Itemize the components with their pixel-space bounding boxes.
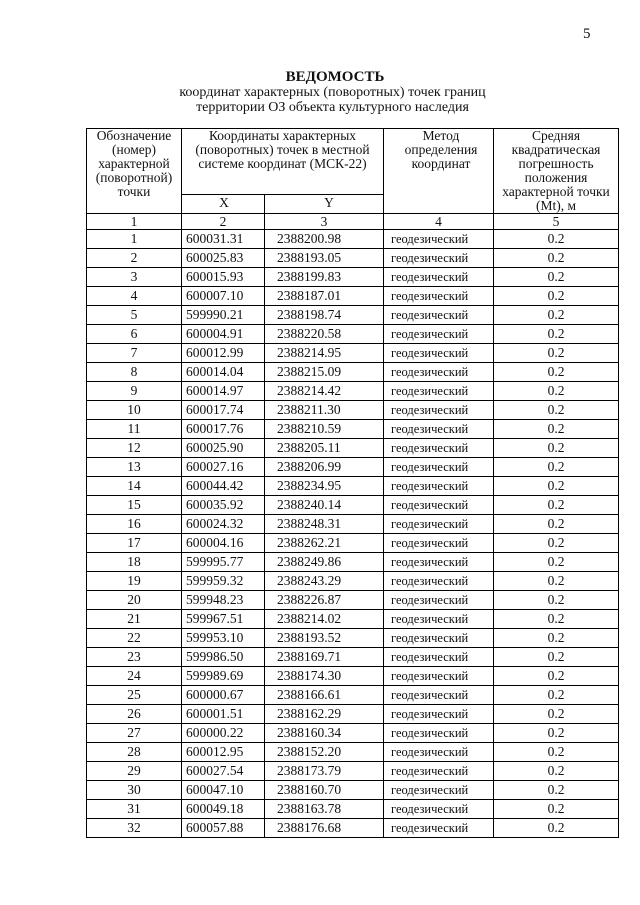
error-cell: 0.2 xyxy=(494,439,619,458)
method-cell: геодезический xyxy=(384,629,494,648)
method-cell: геодезический xyxy=(384,496,494,515)
y-coordinate-cell: 2388174.30 xyxy=(265,667,384,686)
method-cell: геодезический xyxy=(384,705,494,724)
x-coordinate-cell: 600027.54 xyxy=(182,762,265,781)
error-cell: 0.2 xyxy=(494,534,619,553)
x-coordinate-cell: 599986.50 xyxy=(182,648,265,667)
error-cell: 0.2 xyxy=(494,268,619,287)
error-cell: 0.2 xyxy=(494,515,619,534)
error-cell: 0.2 xyxy=(494,800,619,819)
column-index: 5 xyxy=(494,214,619,230)
y-coordinate-cell: 2388198.74 xyxy=(265,306,384,325)
point-number-cell: 10 xyxy=(87,401,182,420)
point-number-cell: 1 xyxy=(87,230,182,249)
error-cell: 0.2 xyxy=(494,458,619,477)
error-cell: 0.2 xyxy=(494,477,619,496)
error-cell: 0.2 xyxy=(494,344,619,363)
x-coordinate-cell: 600004.16 xyxy=(182,534,265,553)
x-coordinate-cell: 600025.90 xyxy=(182,439,265,458)
error-cell: 0.2 xyxy=(494,401,619,420)
error-cell: 0.2 xyxy=(494,382,619,401)
method-cell: геодезический xyxy=(384,534,494,553)
point-number-cell: 21 xyxy=(87,610,182,629)
error-cell: 0.2 xyxy=(494,762,619,781)
error-cell: 0.2 xyxy=(494,553,619,572)
x-coordinate-cell: 599967.51 xyxy=(182,610,265,629)
table-row xyxy=(87,667,619,686)
coordinates-table xyxy=(86,128,619,838)
column-index: 4 xyxy=(384,214,494,230)
error-cell: 0.2 xyxy=(494,325,619,344)
point-number-cell: 32 xyxy=(87,819,182,838)
method-cell: геодезический xyxy=(384,762,494,781)
x-coordinate-cell: 600017.74 xyxy=(182,401,265,420)
y-coordinate-cell: 2388162.29 xyxy=(265,705,384,724)
y-coordinate-cell: 2388215.09 xyxy=(265,363,384,382)
error-cell: 0.2 xyxy=(494,667,619,686)
x-coordinate-cell: 600044.42 xyxy=(182,477,265,496)
point-number-cell: 11 xyxy=(87,420,182,439)
point-number-cell: 12 xyxy=(87,439,182,458)
point-number-cell: 30 xyxy=(87,781,182,800)
x-coordinate-cell: 600027.16 xyxy=(182,458,265,477)
point-number-cell: 2 xyxy=(87,249,182,268)
y-coordinate-cell: 2388173.79 xyxy=(265,762,384,781)
error-cell: 0.2 xyxy=(494,686,619,705)
x-coordinate-cell: 600004.91 xyxy=(182,325,265,344)
table-row xyxy=(87,268,619,287)
error-cell: 0.2 xyxy=(494,819,619,838)
method-cell: геодезический xyxy=(384,553,494,572)
y-coordinate-cell: 2388206.99 xyxy=(265,458,384,477)
header-method: Метод определения координат xyxy=(384,129,494,214)
document-subtitle-line-2: территории ОЗ объекта культурного наследия xyxy=(196,100,469,115)
y-coordinate-cell: 2388220.58 xyxy=(265,325,384,344)
point-number-cell: 24 xyxy=(87,667,182,686)
document-title: ВЕДОМОСТЬ xyxy=(285,69,385,85)
table-row xyxy=(87,686,619,705)
method-cell: геодезический xyxy=(384,344,494,363)
y-coordinate-cell: 2388152.20 xyxy=(265,743,384,762)
point-number-cell: 18 xyxy=(87,553,182,572)
table-row xyxy=(87,572,619,591)
point-number-cell: 23 xyxy=(87,648,182,667)
point-number-cell: 22 xyxy=(87,629,182,648)
method-cell: геодезический xyxy=(384,515,494,534)
column-index: 2 xyxy=(182,214,265,230)
table-row xyxy=(87,420,619,439)
x-coordinate-cell: 599990.21 xyxy=(182,306,265,325)
x-coordinate-cell: 600012.95 xyxy=(182,743,265,762)
x-coordinate-cell: 600014.04 xyxy=(182,363,265,382)
point-number-cell: 7 xyxy=(87,344,182,363)
header-x: X xyxy=(182,195,265,214)
error-cell: 0.2 xyxy=(494,363,619,382)
header-point: Обозначение (номер) характерной (поворотной) точки xyxy=(87,129,182,214)
method-cell: геодезический xyxy=(384,686,494,705)
title-block xyxy=(0,70,640,115)
y-coordinate-cell: 2388193.05 xyxy=(265,249,384,268)
error-cell: 0.2 xyxy=(494,591,619,610)
x-coordinate-cell: 600000.22 xyxy=(182,724,265,743)
y-coordinate-cell: 2388166.61 xyxy=(265,686,384,705)
point-number-cell: 16 xyxy=(87,515,182,534)
method-cell: геодезический xyxy=(384,648,494,667)
point-number-cell: 31 xyxy=(87,800,182,819)
method-cell: геодезический xyxy=(384,667,494,686)
table-row xyxy=(87,800,619,819)
y-coordinate-cell: 2388226.87 xyxy=(265,591,384,610)
header-y: Y xyxy=(265,195,384,214)
method-cell: геодезический xyxy=(384,724,494,743)
table-row xyxy=(87,553,619,572)
method-cell: геодезический xyxy=(384,287,494,306)
y-coordinate-cell: 2388199.83 xyxy=(265,268,384,287)
y-coordinate-cell: 2388248.31 xyxy=(265,515,384,534)
point-number-cell: 29 xyxy=(87,762,182,781)
error-cell: 0.2 xyxy=(494,781,619,800)
error-cell: 0.2 xyxy=(494,230,619,249)
error-cell: 0.2 xyxy=(494,420,619,439)
error-cell: 0.2 xyxy=(494,496,619,515)
point-number-cell: 28 xyxy=(87,743,182,762)
y-coordinate-cell: 2388210.59 xyxy=(265,420,384,439)
y-coordinate-cell: 2388240.14 xyxy=(265,496,384,515)
table-row xyxy=(87,724,619,743)
table-row xyxy=(87,230,619,249)
method-cell: геодезический xyxy=(384,610,494,629)
method-cell: геодезический xyxy=(384,268,494,287)
error-cell: 0.2 xyxy=(494,306,619,325)
method-cell: геодезический xyxy=(384,458,494,477)
table-row xyxy=(87,325,619,344)
table-row xyxy=(87,819,619,838)
page-number: 5 xyxy=(583,26,591,42)
method-cell: геодезический xyxy=(384,249,494,268)
x-coordinate-cell: 600007.10 xyxy=(182,287,265,306)
table-row xyxy=(87,762,619,781)
point-number-cell: 4 xyxy=(87,287,182,306)
table-row xyxy=(87,591,619,610)
error-cell: 0.2 xyxy=(494,249,619,268)
header-coordinates: Координаты характерных (поворотных) точек в местной системе координат (МСК-22) xyxy=(182,129,384,195)
point-number-cell: 8 xyxy=(87,363,182,382)
table-row xyxy=(87,705,619,724)
point-number-cell: 19 xyxy=(87,572,182,591)
table-row xyxy=(87,781,619,800)
x-coordinate-cell: 600017.76 xyxy=(182,420,265,439)
point-number-cell: 5 xyxy=(87,306,182,325)
method-cell: геодезический xyxy=(384,572,494,591)
x-coordinate-cell: 600035.92 xyxy=(182,496,265,515)
x-coordinate-cell: 600031.31 xyxy=(182,230,265,249)
table-row xyxy=(87,515,619,534)
y-coordinate-cell: 2388160.70 xyxy=(265,781,384,800)
method-cell: геодезический xyxy=(384,230,494,249)
error-cell: 0.2 xyxy=(494,743,619,762)
method-cell: геодезический xyxy=(384,591,494,610)
y-coordinate-cell: 2388262.21 xyxy=(265,534,384,553)
x-coordinate-cell: 599989.69 xyxy=(182,667,265,686)
x-coordinate-cell: 599959.32 xyxy=(182,572,265,591)
header-error: Средняя квадратическая погрешность положения характерной точки (Mt), м xyxy=(494,129,619,214)
x-coordinate-cell: 600025.83 xyxy=(182,249,265,268)
table-row xyxy=(87,344,619,363)
x-coordinate-cell: 600014.97 xyxy=(182,382,265,401)
table-row xyxy=(87,629,619,648)
method-cell: геодезический xyxy=(384,382,494,401)
column-index-row xyxy=(87,214,619,230)
y-coordinate-cell: 2388211.30 xyxy=(265,401,384,420)
y-coordinate-cell: 2388214.02 xyxy=(265,610,384,629)
point-number-cell: 6 xyxy=(87,325,182,344)
method-cell: геодезический xyxy=(384,325,494,344)
y-coordinate-cell: 2388200.98 xyxy=(265,230,384,249)
x-coordinate-cell: 600000.67 xyxy=(182,686,265,705)
method-cell: геодезический xyxy=(384,363,494,382)
y-coordinate-cell: 2388163.78 xyxy=(265,800,384,819)
y-coordinate-cell: 2388160.34 xyxy=(265,724,384,743)
point-number-cell: 20 xyxy=(87,591,182,610)
table-row xyxy=(87,363,619,382)
y-coordinate-cell: 2388214.42 xyxy=(265,382,384,401)
point-number-cell: 27 xyxy=(87,724,182,743)
table-row xyxy=(87,439,619,458)
x-coordinate-cell: 600001.51 xyxy=(182,705,265,724)
x-coordinate-cell: 600024.32 xyxy=(182,515,265,534)
table-row xyxy=(87,306,619,325)
point-number-cell: 26 xyxy=(87,705,182,724)
table-body xyxy=(87,230,619,838)
x-coordinate-cell: 600012.99 xyxy=(182,344,265,363)
column-index: 1 xyxy=(87,214,182,230)
table-row xyxy=(87,496,619,515)
table-row xyxy=(87,648,619,667)
table-row xyxy=(87,477,619,496)
error-cell: 0.2 xyxy=(494,648,619,667)
point-number-cell: 25 xyxy=(87,686,182,705)
method-cell: геодезический xyxy=(384,477,494,496)
y-coordinate-cell: 2388187.01 xyxy=(265,287,384,306)
table-row xyxy=(87,382,619,401)
point-number-cell: 14 xyxy=(87,477,182,496)
point-number-cell: 13 xyxy=(87,458,182,477)
y-coordinate-cell: 2388205.11 xyxy=(265,439,384,458)
error-cell: 0.2 xyxy=(494,705,619,724)
y-coordinate-cell: 2388249.86 xyxy=(265,553,384,572)
method-cell: геодезический xyxy=(384,306,494,325)
y-coordinate-cell: 2388169.71 xyxy=(265,648,384,667)
point-number-cell: 9 xyxy=(87,382,182,401)
error-cell: 0.2 xyxy=(494,629,619,648)
y-coordinate-cell: 2388176.68 xyxy=(265,819,384,838)
method-cell: геодезический xyxy=(384,781,494,800)
point-number-cell: 3 xyxy=(87,268,182,287)
method-cell: геодезический xyxy=(384,819,494,838)
table-row xyxy=(87,401,619,420)
column-index: 3 xyxy=(265,214,384,230)
table-row xyxy=(87,249,619,268)
method-cell: геодезический xyxy=(384,743,494,762)
y-coordinate-cell: 2388214.95 xyxy=(265,344,384,363)
x-coordinate-cell: 600047.10 xyxy=(182,781,265,800)
x-coordinate-cell: 599995.77 xyxy=(182,553,265,572)
y-coordinate-cell: 2388234.95 xyxy=(265,477,384,496)
error-cell: 0.2 xyxy=(494,610,619,629)
table-row xyxy=(87,458,619,477)
error-cell: 0.2 xyxy=(494,572,619,591)
method-cell: геодезический xyxy=(384,420,494,439)
x-coordinate-cell: 599953.10 xyxy=(182,629,265,648)
x-coordinate-cell: 600057.88 xyxy=(182,819,265,838)
table-row xyxy=(87,287,619,306)
x-coordinate-cell: 599948.23 xyxy=(182,591,265,610)
table-row xyxy=(87,534,619,553)
x-coordinate-cell: 600049.18 xyxy=(182,800,265,819)
document-subtitle-line-1: координат характерных (поворотных) точек границ xyxy=(179,85,486,100)
point-number-cell: 17 xyxy=(87,534,182,553)
point-number-cell: 15 xyxy=(87,496,182,515)
method-cell: геодезический xyxy=(384,800,494,819)
error-cell: 0.2 xyxy=(494,287,619,306)
table-row xyxy=(87,743,619,762)
method-cell: геодезический xyxy=(384,401,494,420)
y-coordinate-cell: 2388193.52 xyxy=(265,629,384,648)
x-coordinate-cell: 600015.93 xyxy=(182,268,265,287)
method-cell: геодезический xyxy=(384,439,494,458)
error-cell: 0.2 xyxy=(494,724,619,743)
table-row xyxy=(87,610,619,629)
y-coordinate-cell: 2388243.29 xyxy=(265,572,384,591)
